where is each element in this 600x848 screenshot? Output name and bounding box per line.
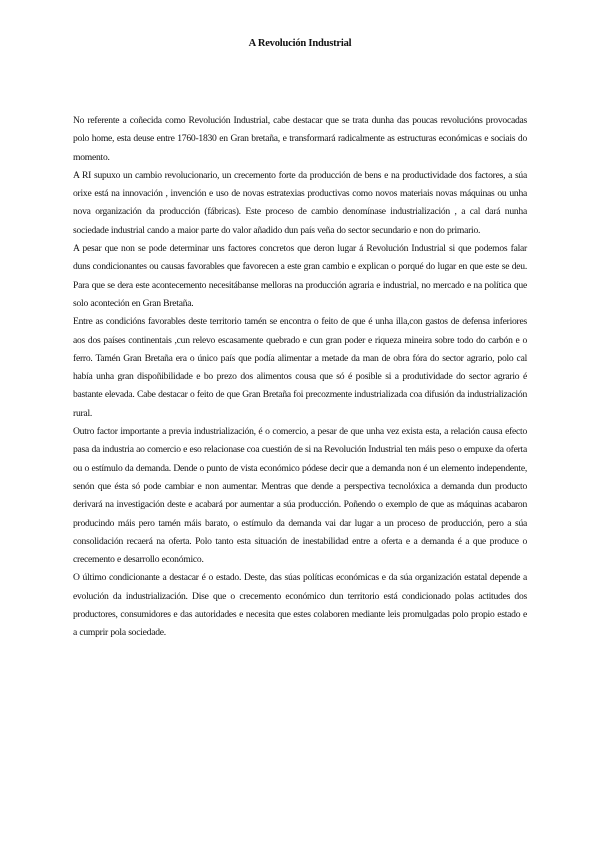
- paragraph-causes: A pesar que non se pode determinar uns factores concretos que deron lugar á Revolución Industrial si que podemos falar duns condicionantes ou causas favorables que favorecen a este gran cambio e explican o porqué do lugar en que este se deu. Para que se dera este acontecemento necesitábanse melloras na producción agraria e industrial, no mercado e na política que solo aconteción en Gran Bretaña.: [73, 243, 527, 309]
- paragraph-intro: No referente a coñecida como Revolución Industrial, cabe destacar que se trata dunha das poucas revolucións provocadas polo home, esta deuse entre 1760-1830 en Gran bretaña, e transformará radicalmente as estructuras económicas e sociais do momento.: [73, 115, 527, 163]
- paragraph-commerce: Outro factor importante a previa industrialización, é o comercio, a pesar de que unha vez exista esta, a relación causa efecto pasa da industria ao comercio e eso relacionase coa cuestión de si na Revolución Industrial ten máis peso o empuxe da oferta ou o estímulo da demanda. Dende o punto de vista económico pódese decir que a demanda non é un elemento independente, senón que ésta só pode cambiar e non aumentar. Mentras que dende a perspectiva tecnolóxica a demanda dun producto derivará na investigación deste e acabará por aumentar a súa producción. Poñendo o exemplo de que as máquinas acabaron producindo máis pero tamén máis barato, o estímulo da demanda vai dar lugar a un proceso de producción, pero a súa consolidación recaerá na oferta. Polo tanto esta situación de inestabilidad entre a oferta e a demanda é a que produce o crecemento e desarrollo económico.: [73, 426, 527, 566]
- paragraph-state: O último condicionante a destacar é o estado. Deste, das súas políticas económicas e da súa organización estatal depende a evolución da industrialización. Dise que o crecemento económico dun territorio está condicionado polas actitudes dos productores, consumidores e das autoridades e necesita que estes colaboren mediante leis promulgadas polo propio estado e a cumprir pola sociedade.: [73, 572, 527, 639]
- document-title: A Revolución Industrial: [248, 38, 352, 49]
- paragraph-conditions: Entre as condicións favorables deste territorio tamén se encontra o feito de que é unha illa,con gastos de defensa inferiores aos dos países continentais ,cun relevo escasamente quebrado e cun gran poder e riqueza mineira sobre todo do carbón e o ferro. Tamén Gran Bretaña era o único país que podía alimentar a metade da man de obra fóra do sector agrario, polo cal había unha gran dispoñibilidade e bo prezo dos alimentos cousa que só é posible si a produtividade do sector agrario é bastante elevada. Cabe destacar o feito de que Gran Bretaña foi precozmente industrializada coa difusión da industrialización rural.: [73, 316, 527, 419]
- paragraph-definition: A RI supuxo un cambio revolucionario, un crecemento forte da producción de bens e na productividade dos factores, a súa orixe está na innovación , invención e uso de novas estratexias productivas como novos materiais novas máquinas ou unha nova organización da producción (fábricas). Este proceso de cambio denomínase industrialización , a cal dará nunha sociedade industrial cando a maior parte do valor añadido dun país veña do sector secundario e non do primario.: [73, 169, 527, 236]
- document-body: [73, 112, 527, 643]
